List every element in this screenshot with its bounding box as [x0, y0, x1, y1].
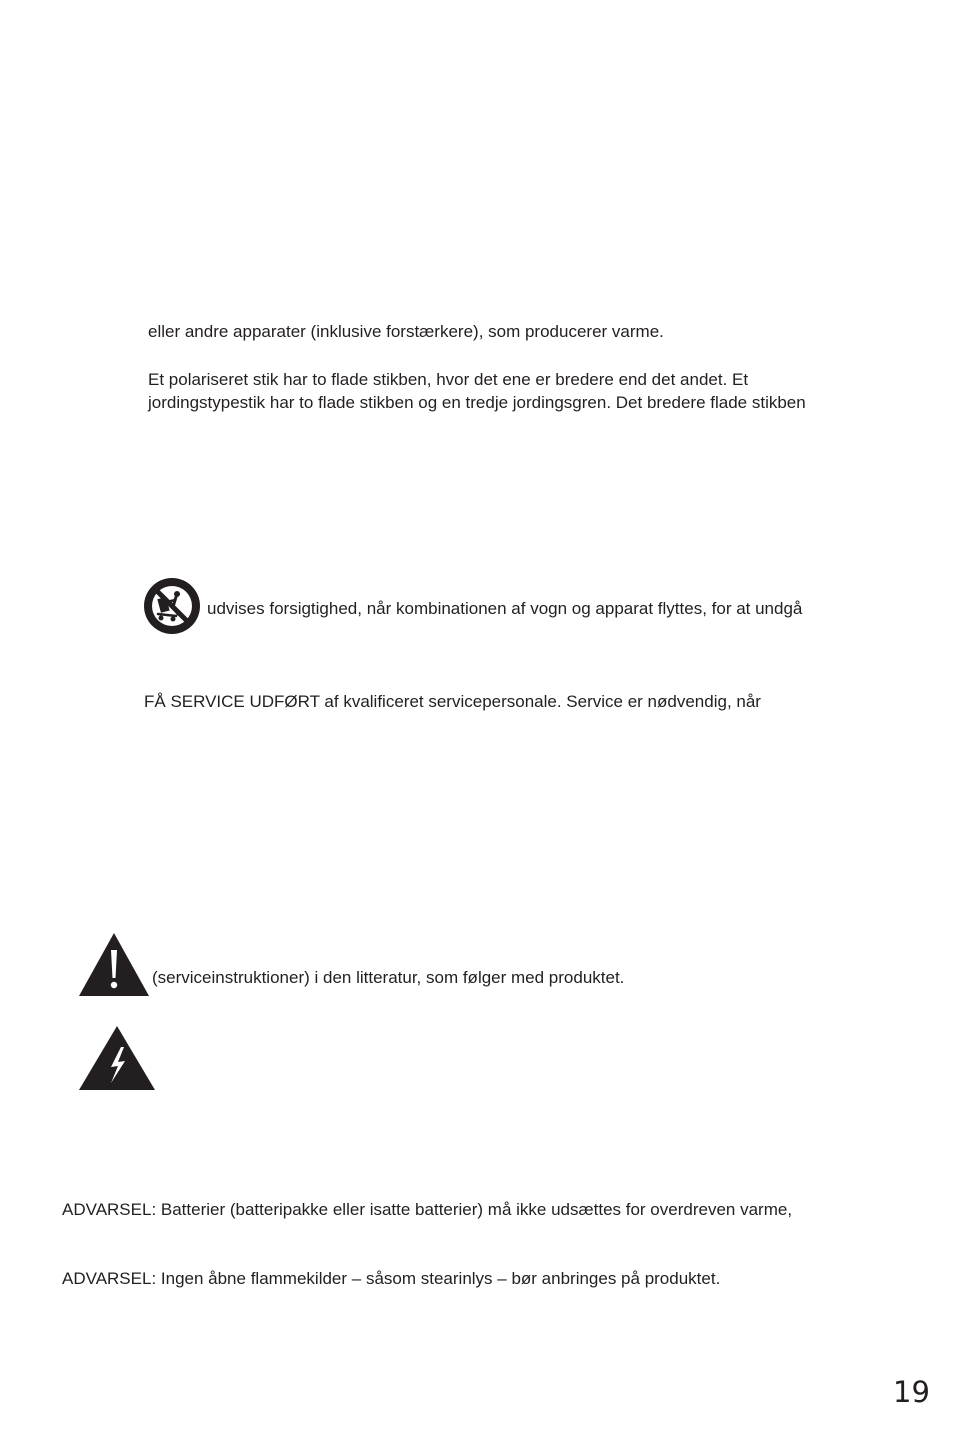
text-line-battery-warning: ADVARSEL: Batterier (batteripakke eller isatte batterier) må ikke udsættes for overdreven varme,	[62, 1200, 793, 1219]
text-line-grounding-plug: jordingstypestik har to flade stikben og en tredje jordingsgren. Det bredere flade stikben	[148, 393, 806, 412]
text-line-heat-sources: eller andre apparater (inklusive forstærkere), som producerer varme.	[148, 322, 664, 341]
text-line-service: FÅ SERVICE UDFØRT af kvalificeret servicepersonale. Service er nødvendig, når	[144, 692, 761, 711]
text-line-cart-caution: udvises forsigtighed, når kombinationen af vogn og apparat flyttes, for at undgå	[207, 599, 803, 618]
page-number: 19	[893, 1375, 930, 1409]
text-line-polarized-plug: Et polariseret stik har to flade stikben, hvor det ene er bredere end det andet. Et	[148, 370, 749, 389]
text-line-service-instructions: (serviceinstruktioner) i den litteratur, som følger med produktet.	[152, 968, 625, 987]
lightning-triangle-icon	[78, 1025, 156, 1091]
cart-tip-warning-icon	[142, 576, 202, 636]
text-line-flame-warning: ADVARSEL: Ingen åbne flammekilder – såsom stearinlys – bør anbringes på produktet.	[62, 1269, 721, 1288]
exclamation-triangle-icon	[78, 932, 150, 998]
